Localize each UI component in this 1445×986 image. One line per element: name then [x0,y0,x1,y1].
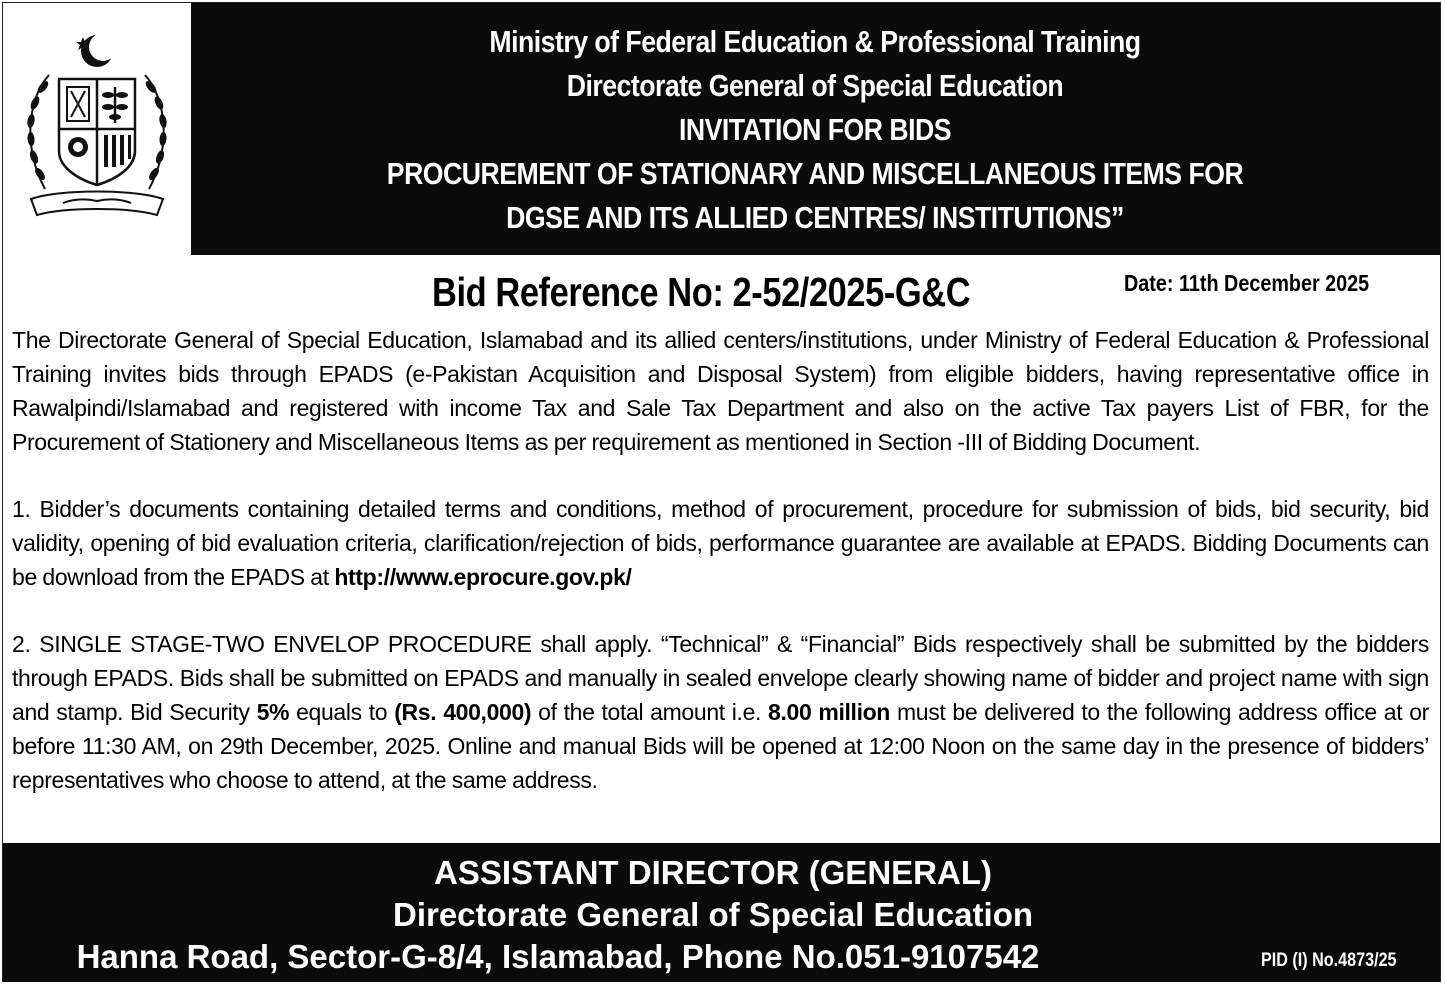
ministry-name: Ministry of Federal Education & Professional Training [489,24,1141,59]
procurement-title-line-1: PROCUREMENT OF STATIONARY AND MISCELLANEOUS ITEMS FOR [386,156,1244,191]
directorate-name: Directorate General of Special Education [566,68,1064,103]
government-emblem-icon [9,29,185,229]
total-amount: 8.00 million [768,699,891,725]
bid-security-percent: 5% [256,699,290,725]
emblem-container [3,3,191,255]
signatory-title: ASSISTANT DIRECTOR (GENERAL) [434,854,992,891]
point-2-text-part-4: must be delivered to the following address office at or before 11:30 AM, on 29th December, 2025. Online and manual Bids will be opened at 12:00 Noon on the same day in the presence of bidders’ representatives who choose to attend, at the same address. [12,699,1429,793]
epads-url-link[interactable]: http://www.eprocure.gov.pk/ [334,564,632,590]
point-1-text: 1. Bidder’s documents containing detailed terms and conditions, method of procurement, procedure for submission of bids, bid security, bid validity, opening of bid evaluation criteria, clarification/rejection of bids, performance guarantee are available at EPADS. Bidding Documents can be download from the EPADS at [12,496,1429,590]
pid-number: PID (I) No.4873/25 [1261,950,1397,971]
notice-body [12,323,1429,797]
procurement-title-line-2: DGSE AND ITS ALLIED CENTRES/ INSTITUTIONS” [506,200,1124,235]
point-2-paragraph [12,627,1429,797]
signatory-organization: Directorate General of Special Education [392,896,1034,933]
header-text-block [205,20,1425,240]
intro-paragraph: The Directorate General of Special Education, Islamabad and its allied centers/institutions, under Ministry of Federal Education & Professional Training invites bids through EPADS (e-Pakistan Acquisition and Disposal System) from eligible bidders, having representative office in Rawalpindi/Islamabad and registered with income Tax and Sale Tax Department and also on the active Tax payers List of FBR, for the Procurement of Stationery and Miscellaneous Items as per requirement as mentioned in Section -III of Bidding Document. [12,327,1429,455]
point-2-text-part-3: of the total amount i.e. [531,699,769,725]
point-2-text-part-2: equals to [289,699,395,725]
notice-date: Date: 11th December 2025 [1124,270,1370,296]
bid-reference-number: Bid Reference No: 2-52/2025-G&C [432,269,971,315]
footer-banner [3,843,1440,982]
bid-security-amount: (Rs. 400,000) [394,699,532,725]
point-1-paragraph [12,492,1429,594]
contact-address: Hanna Road, Sector-G-8/4, Islamabad, Phone No.051-9107542 [76,938,1040,975]
point-2-text-part-1: 2. SINGLE STAGE-TWO ENVELOP PROCEDURE shall apply. “Technical” & “Financial” Bids respectively shall be submitted by the bidders through EPADS. Bids shall be submitted on EPADS and manually in sealed envelope clearly showing name of bidder and project name with sign and stamp. Bid Security [12,631,1429,725]
notice-title: INVITATION FOR BIDS [678,112,952,147]
